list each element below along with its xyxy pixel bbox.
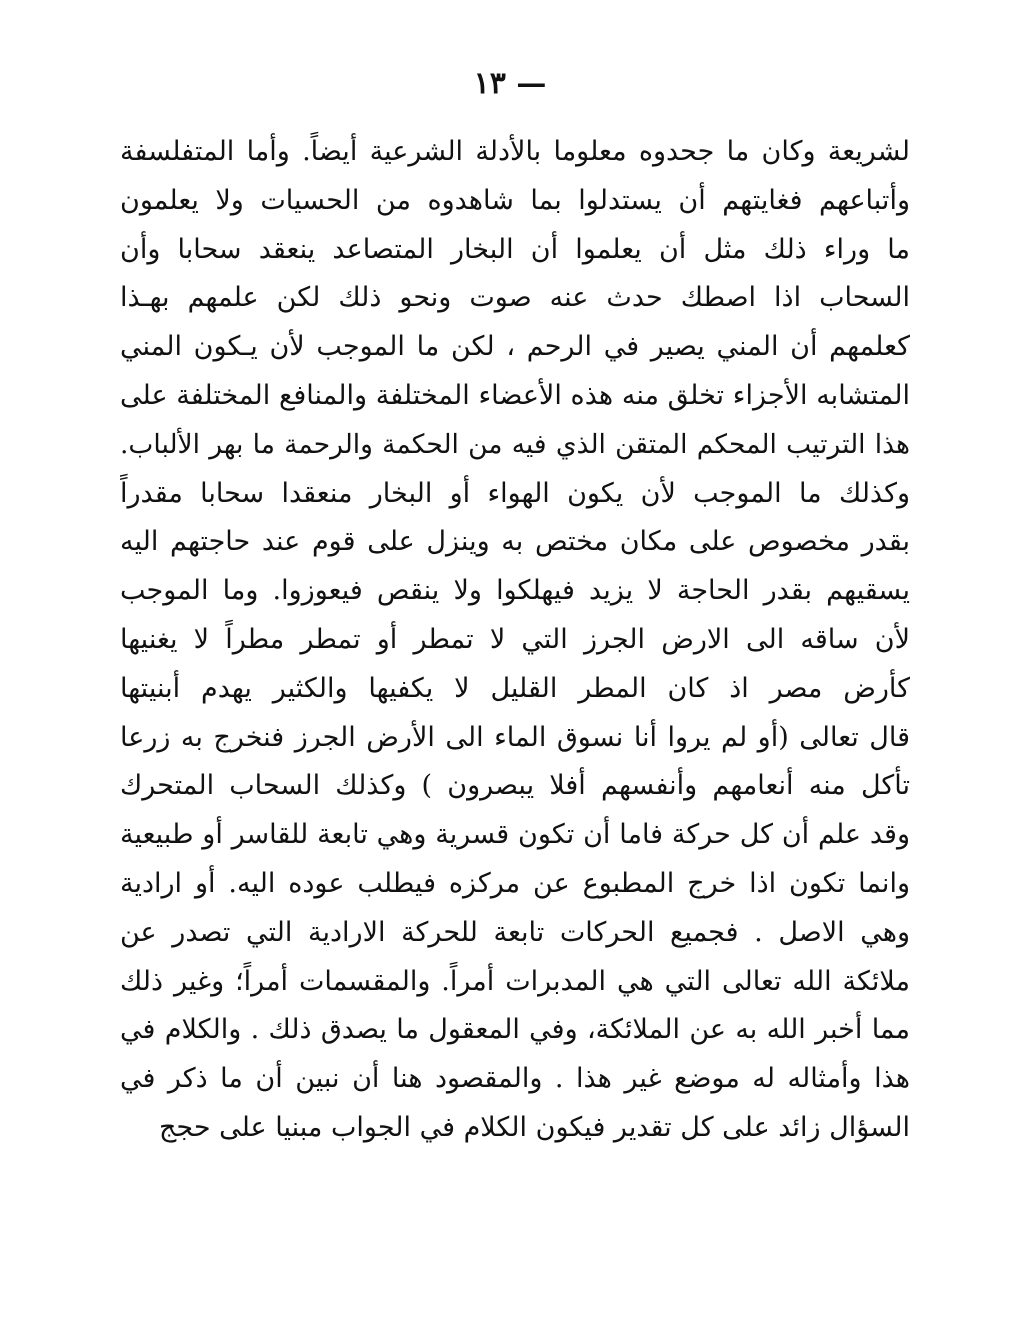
text-line: كأرض مصر اذ كان المطر القليل لا يكفيها والكثير يهدم أبنيتها — [120, 672, 910, 704]
text-line: قال تعالى (أو لم يروا أنا نسوق الماء الى الأرض الجرز فنخرج به زرعا — [120, 721, 910, 753]
text-line: لشريعة وكان ما جحدوه معلوما بالأدلة الشرعية أيضاً. وأما المتفلسفة — [120, 136, 910, 167]
text-line: يسقيهم بقدر الحاجة لا يزيد فيهلكوا ولا ينقص فيعوزوا. وما الموجب — [120, 575, 910, 607]
text-line: وكذلك ما الموجب لأن يكون الهواء أو البخار منعقدا سحابا مقدراً — [120, 477, 910, 509]
text-line: وقد علم أن كل حركة فاما أن تكون قسرية وهي تابعة للقاسر أو طبيعية — [120, 819, 910, 851]
text-line: هذا الترتيب المحكم المتقن الذي فيه من الحكمة والرحمة ما بهر الألباب. — [120, 428, 910, 460]
text-line: السحاب اذا اصطك حدث عنه صوت ونحو ذلك لكن علمهم بهـذا — [120, 282, 910, 314]
text-line: بقدر مخصوص على مكان مختص به وينزل على قوم عند حاجتهم اليه — [120, 526, 910, 558]
text-line: وانما تكون اذا خرج المطبوع عن مركزه فيطلب عوده اليه. أو ارادية — [120, 867, 910, 899]
page-number: — ١٣ — [473, 66, 547, 101]
text-line: هذا وأمثاله له موضع غير هذا . والمقصود هنا أن نبين أن ما ذكر في — [120, 1063, 910, 1095]
text-line: لأن ساقه الى الارض الجرز التي لا تمطر أو تمطر مطراً لا يغنيها — [120, 623, 910, 655]
text-line: كعلمهم أن المني يصير في الرحم ، لكن ما الموجب لأن يـكون المني — [120, 331, 910, 363]
body-text — [120, 128, 910, 1153]
text-line: مما أخبر الله به عن الملائكة، وفي المعقول ما يصدق ذلك . والكلام في — [120, 1014, 910, 1046]
text-line: السؤال زائد على كل تقدير فيكون الكلام في الجواب مبنيا على حجج — [158, 1111, 910, 1143]
text-line: ملائكة الله تعالى التي هي المدبرات أمراً. والمقسمات أمراً؛ وغير ذلك — [120, 965, 910, 997]
text-line: المتشابه الأجزاء تخلق منه هذه الأعضاء المختلفة والمنافع المختلفة على — [120, 379, 910, 411]
text-line: ما وراء ذلك مثل أن يعلموا أن البخار المتصاعد ينعقد سحابا وأن — [120, 233, 910, 265]
text-line: تأكل منه أنعامهم وأنفسهم أفلا يبصرون ) وكذلك السحاب المتحرك — [120, 770, 910, 802]
text-line: وأتباعهم فغايتهم أن يستدلوا بما شاهدوه من الحسيات ولا يعلمون — [120, 184, 910, 216]
text-line: وهي الاصل . فجميع الحركات تابعة للحركة الارادية التي تصدر عن — [120, 916, 910, 948]
